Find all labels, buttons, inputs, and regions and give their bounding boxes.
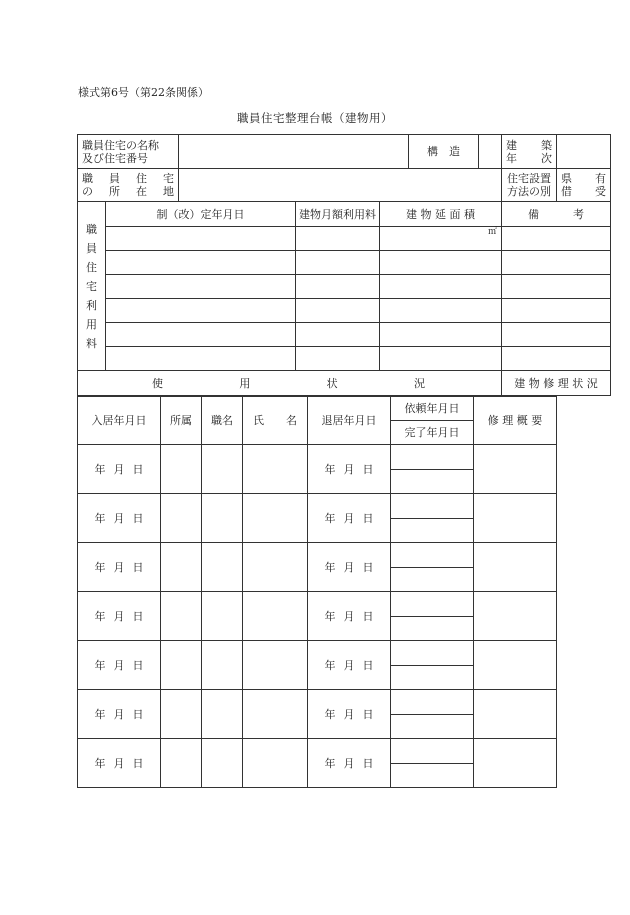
date-part-label: 年 <box>94 756 106 770</box>
usage-row <box>78 641 557 690</box>
structure-field[interactable] <box>479 135 502 169</box>
fee-area-cell[interactable] <box>380 227 502 251</box>
date-part-label: 日 <box>362 511 374 525</box>
position-cell[interactable] <box>202 445 243 494</box>
fee-monthly-cell[interactable] <box>296 347 380 371</box>
fee-remarks-cell[interactable] <box>502 347 611 371</box>
complete-date-field[interactable] <box>391 764 473 788</box>
col-position: 職名 <box>202 397 243 445</box>
complete-date-field[interactable] <box>391 666 473 690</box>
date-part-label: 年 <box>94 511 106 525</box>
fee-monthly-cell[interactable] <box>296 227 380 251</box>
fee-monthly-cell[interactable] <box>296 251 380 275</box>
request-date-field[interactable] <box>391 739 473 764</box>
fee-remarks-cell[interactable] <box>502 251 611 275</box>
usage-row <box>78 592 557 641</box>
build-year-label: 建 築 年 次 <box>502 135 557 169</box>
usage-section-label: 使 用 状 況 <box>78 371 502 396</box>
date-part-label: 年 <box>324 658 336 672</box>
complete-date-field[interactable] <box>391 715 473 739</box>
date-part-label: 日 <box>362 462 374 476</box>
date-part-label: 年 <box>324 462 336 476</box>
col-move-in: 入居年月日 <box>78 397 161 445</box>
move-out-date-cell[interactable] <box>308 592 391 641</box>
date-part-label: 日 <box>132 756 144 770</box>
name-label: 職員住宅の名称 及び住宅番号 <box>78 135 179 169</box>
fee-date-cell[interactable] <box>106 227 296 251</box>
move-in-date-cell[interactable] <box>78 543 161 592</box>
location-field[interactable] <box>179 169 502 202</box>
date-part-label: 月 <box>113 560 125 574</box>
move-out-date-cell[interactable] <box>308 494 391 543</box>
repair-dates-cell <box>391 592 474 641</box>
date-part-label: 月 <box>113 511 125 525</box>
date-part-label: 年 <box>94 560 106 574</box>
fee-area-cell[interactable] <box>380 323 502 347</box>
date-part-label: 年 <box>94 658 106 672</box>
fee-area-cell[interactable] <box>380 347 502 371</box>
usage-row <box>78 690 557 739</box>
request-date-field[interactable] <box>391 494 473 519</box>
repair-summary-cell[interactable] <box>474 739 557 788</box>
location-label: 職 員 住 宅 の 所 在 地 <box>78 169 179 202</box>
usage-row <box>78 494 557 543</box>
method-label: 住宅設置 方法の別 <box>502 169 557 202</box>
move-in-date-cell[interactable] <box>78 641 161 690</box>
date-part-label: 年 <box>324 511 336 525</box>
date-part-label: 年 <box>324 707 336 721</box>
fee-date-cell[interactable] <box>106 275 296 299</box>
name-cell[interactable] <box>243 445 308 494</box>
repair-dates-cell <box>391 445 474 494</box>
name-cell[interactable] <box>243 592 308 641</box>
repair-summary-cell[interactable] <box>474 445 557 494</box>
affiliation-cell[interactable] <box>161 641 202 690</box>
usage-row <box>78 445 557 494</box>
fee-col-area: 建 物 延 面 積 <box>380 202 502 227</box>
position-cell[interactable] <box>202 690 243 739</box>
fee-monthly-cell[interactable] <box>296 275 380 299</box>
date-part-label: 月 <box>113 658 125 672</box>
request-date-field[interactable] <box>391 445 473 470</box>
repair-summary-cell[interactable] <box>474 690 557 739</box>
complete-date-field[interactable] <box>391 568 473 592</box>
repair-dates-cell <box>391 739 474 788</box>
date-part-label: 日 <box>362 707 374 721</box>
repair-dates-cell <box>391 543 474 592</box>
date-part-label: 年 <box>324 609 336 623</box>
fee-area-cell[interactable] <box>380 299 502 323</box>
date-part-label: 日 <box>132 462 144 476</box>
name-field[interactable] <box>179 135 409 169</box>
complete-date-field[interactable] <box>391 617 473 641</box>
date-part-label: 日 <box>362 609 374 623</box>
date-part-label: 月 <box>343 756 355 770</box>
date-part-label: 日 <box>362 658 374 672</box>
date-part-label: 年 <box>324 756 336 770</box>
date-part-label: 日 <box>362 560 374 574</box>
date-part-label: 月 <box>343 462 355 476</box>
date-part-label: 月 <box>113 756 125 770</box>
affiliation-cell[interactable] <box>161 445 202 494</box>
fee-monthly-cell[interactable] <box>296 299 380 323</box>
date-part-label: 年 <box>94 462 106 476</box>
col-affiliation: 所属 <box>161 397 202 445</box>
move-out-date-cell[interactable] <box>308 690 391 739</box>
col-request-date: 依頼年月日 <box>391 397 474 421</box>
date-part-label: 日 <box>132 560 144 574</box>
date-part-label: 月 <box>343 658 355 672</box>
usage-rows <box>77 444 557 788</box>
date-part-label: 年 <box>94 707 106 721</box>
fee-date-cell[interactable] <box>106 347 296 371</box>
request-date-field[interactable] <box>391 641 473 666</box>
fee-area-cell[interactable] <box>380 251 502 275</box>
date-part-label: 日 <box>132 511 144 525</box>
move-in-date-cell[interactable] <box>78 592 161 641</box>
date-part-label: 年 <box>324 560 336 574</box>
move-in-date-cell[interactable] <box>78 690 161 739</box>
affiliation-cell[interactable] <box>161 494 202 543</box>
usage-row <box>78 543 557 592</box>
date-part-label: 日 <box>362 756 374 770</box>
complete-date-field[interactable] <box>391 519 473 543</box>
name-cell[interactable] <box>243 739 308 788</box>
usage-table <box>77 396 557 445</box>
date-part-label: 日 <box>132 658 144 672</box>
document-title: 職員住宅整理台帳（建物用） <box>237 111 393 125</box>
col-name: 氏 名 <box>243 397 308 445</box>
complete-date-field[interactable] <box>391 470 473 494</box>
fee-col-remarks: 備 考 <box>502 202 611 227</box>
fee-col-date: 制（改）定年月日 <box>106 202 296 227</box>
date-part-label: 年 <box>94 609 106 623</box>
structure-label: 構 造 <box>409 135 479 169</box>
request-date-field[interactable] <box>391 592 473 617</box>
fee-date-cell[interactable] <box>106 299 296 323</box>
fee-remarks-cell[interactable] <box>502 227 611 251</box>
date-part-label: 月 <box>343 511 355 525</box>
position-cell[interactable] <box>202 739 243 788</box>
col-move-out: 退居年月日 <box>308 397 391 445</box>
housing-info-table <box>77 134 611 396</box>
affiliation-cell[interactable] <box>161 592 202 641</box>
name-cell[interactable] <box>243 543 308 592</box>
request-date-field[interactable] <box>391 690 473 715</box>
fee-remarks-cell[interactable] <box>502 323 611 347</box>
repair-dates-cell <box>391 690 474 739</box>
fee-remarks-cell[interactable] <box>502 275 611 299</box>
repair-dates-cell <box>391 641 474 690</box>
fee-side-label: 職 員 住 宅 利 用 料 <box>78 202 106 371</box>
fee-col-monthly: 建物月額利用料 <box>296 202 380 227</box>
move-in-date-cell[interactable] <box>78 494 161 543</box>
col-complete-date: 完了年月日 <box>391 421 474 445</box>
name-cell[interactable] <box>243 641 308 690</box>
move-out-date-cell[interactable] <box>308 641 391 690</box>
build-year-field[interactable] <box>557 135 611 169</box>
repair-section-label: 建 物 修 理 状 況 <box>502 371 611 396</box>
repair-summary-cell[interactable] <box>474 494 557 543</box>
date-part-label: 月 <box>113 609 125 623</box>
fee-monthly-cell[interactable] <box>296 323 380 347</box>
affiliation-cell[interactable] <box>161 739 202 788</box>
date-part-label: 月 <box>113 462 125 476</box>
move-out-date-cell[interactable] <box>308 739 391 788</box>
date-part-label: 日 <box>132 707 144 721</box>
position-cell[interactable] <box>202 494 243 543</box>
fee-date-cell[interactable] <box>106 323 296 347</box>
date-part-label: 月 <box>343 707 355 721</box>
ownership-type: 県 有 借 受 <box>557 169 611 202</box>
repair-summary-cell[interactable] <box>474 592 557 641</box>
repair-summary-cell[interactable] <box>474 641 557 690</box>
date-part-label: 日 <box>132 609 144 623</box>
move-out-date-cell[interactable] <box>308 445 391 494</box>
form-number: 様式第6号（第22条関係） <box>78 86 209 99</box>
area-unit: ㎡ <box>488 227 498 237</box>
date-part-label: 月 <box>343 560 355 574</box>
repair-summary-cell[interactable] <box>474 543 557 592</box>
affiliation-cell[interactable] <box>161 543 202 592</box>
name-cell[interactable] <box>243 494 308 543</box>
position-cell[interactable] <box>202 543 243 592</box>
fee-date-cell[interactable] <box>106 251 296 275</box>
move-out-date-cell[interactable] <box>308 543 391 592</box>
request-date-field[interactable] <box>391 543 473 568</box>
fee-remarks-cell[interactable] <box>502 299 611 323</box>
move-in-date-cell[interactable] <box>78 739 161 788</box>
repair-dates-cell <box>391 494 474 543</box>
usage-row <box>78 739 557 788</box>
position-cell[interactable] <box>202 641 243 690</box>
date-part-label: 月 <box>113 707 125 721</box>
affiliation-cell[interactable] <box>161 690 202 739</box>
date-part-label: 月 <box>343 609 355 623</box>
fee-area-cell[interactable] <box>380 275 502 299</box>
name-cell[interactable] <box>243 690 308 739</box>
position-cell[interactable] <box>202 592 243 641</box>
move-in-date-cell[interactable] <box>78 445 161 494</box>
col-repair-summary: 修 理 概 要 <box>474 397 557 445</box>
